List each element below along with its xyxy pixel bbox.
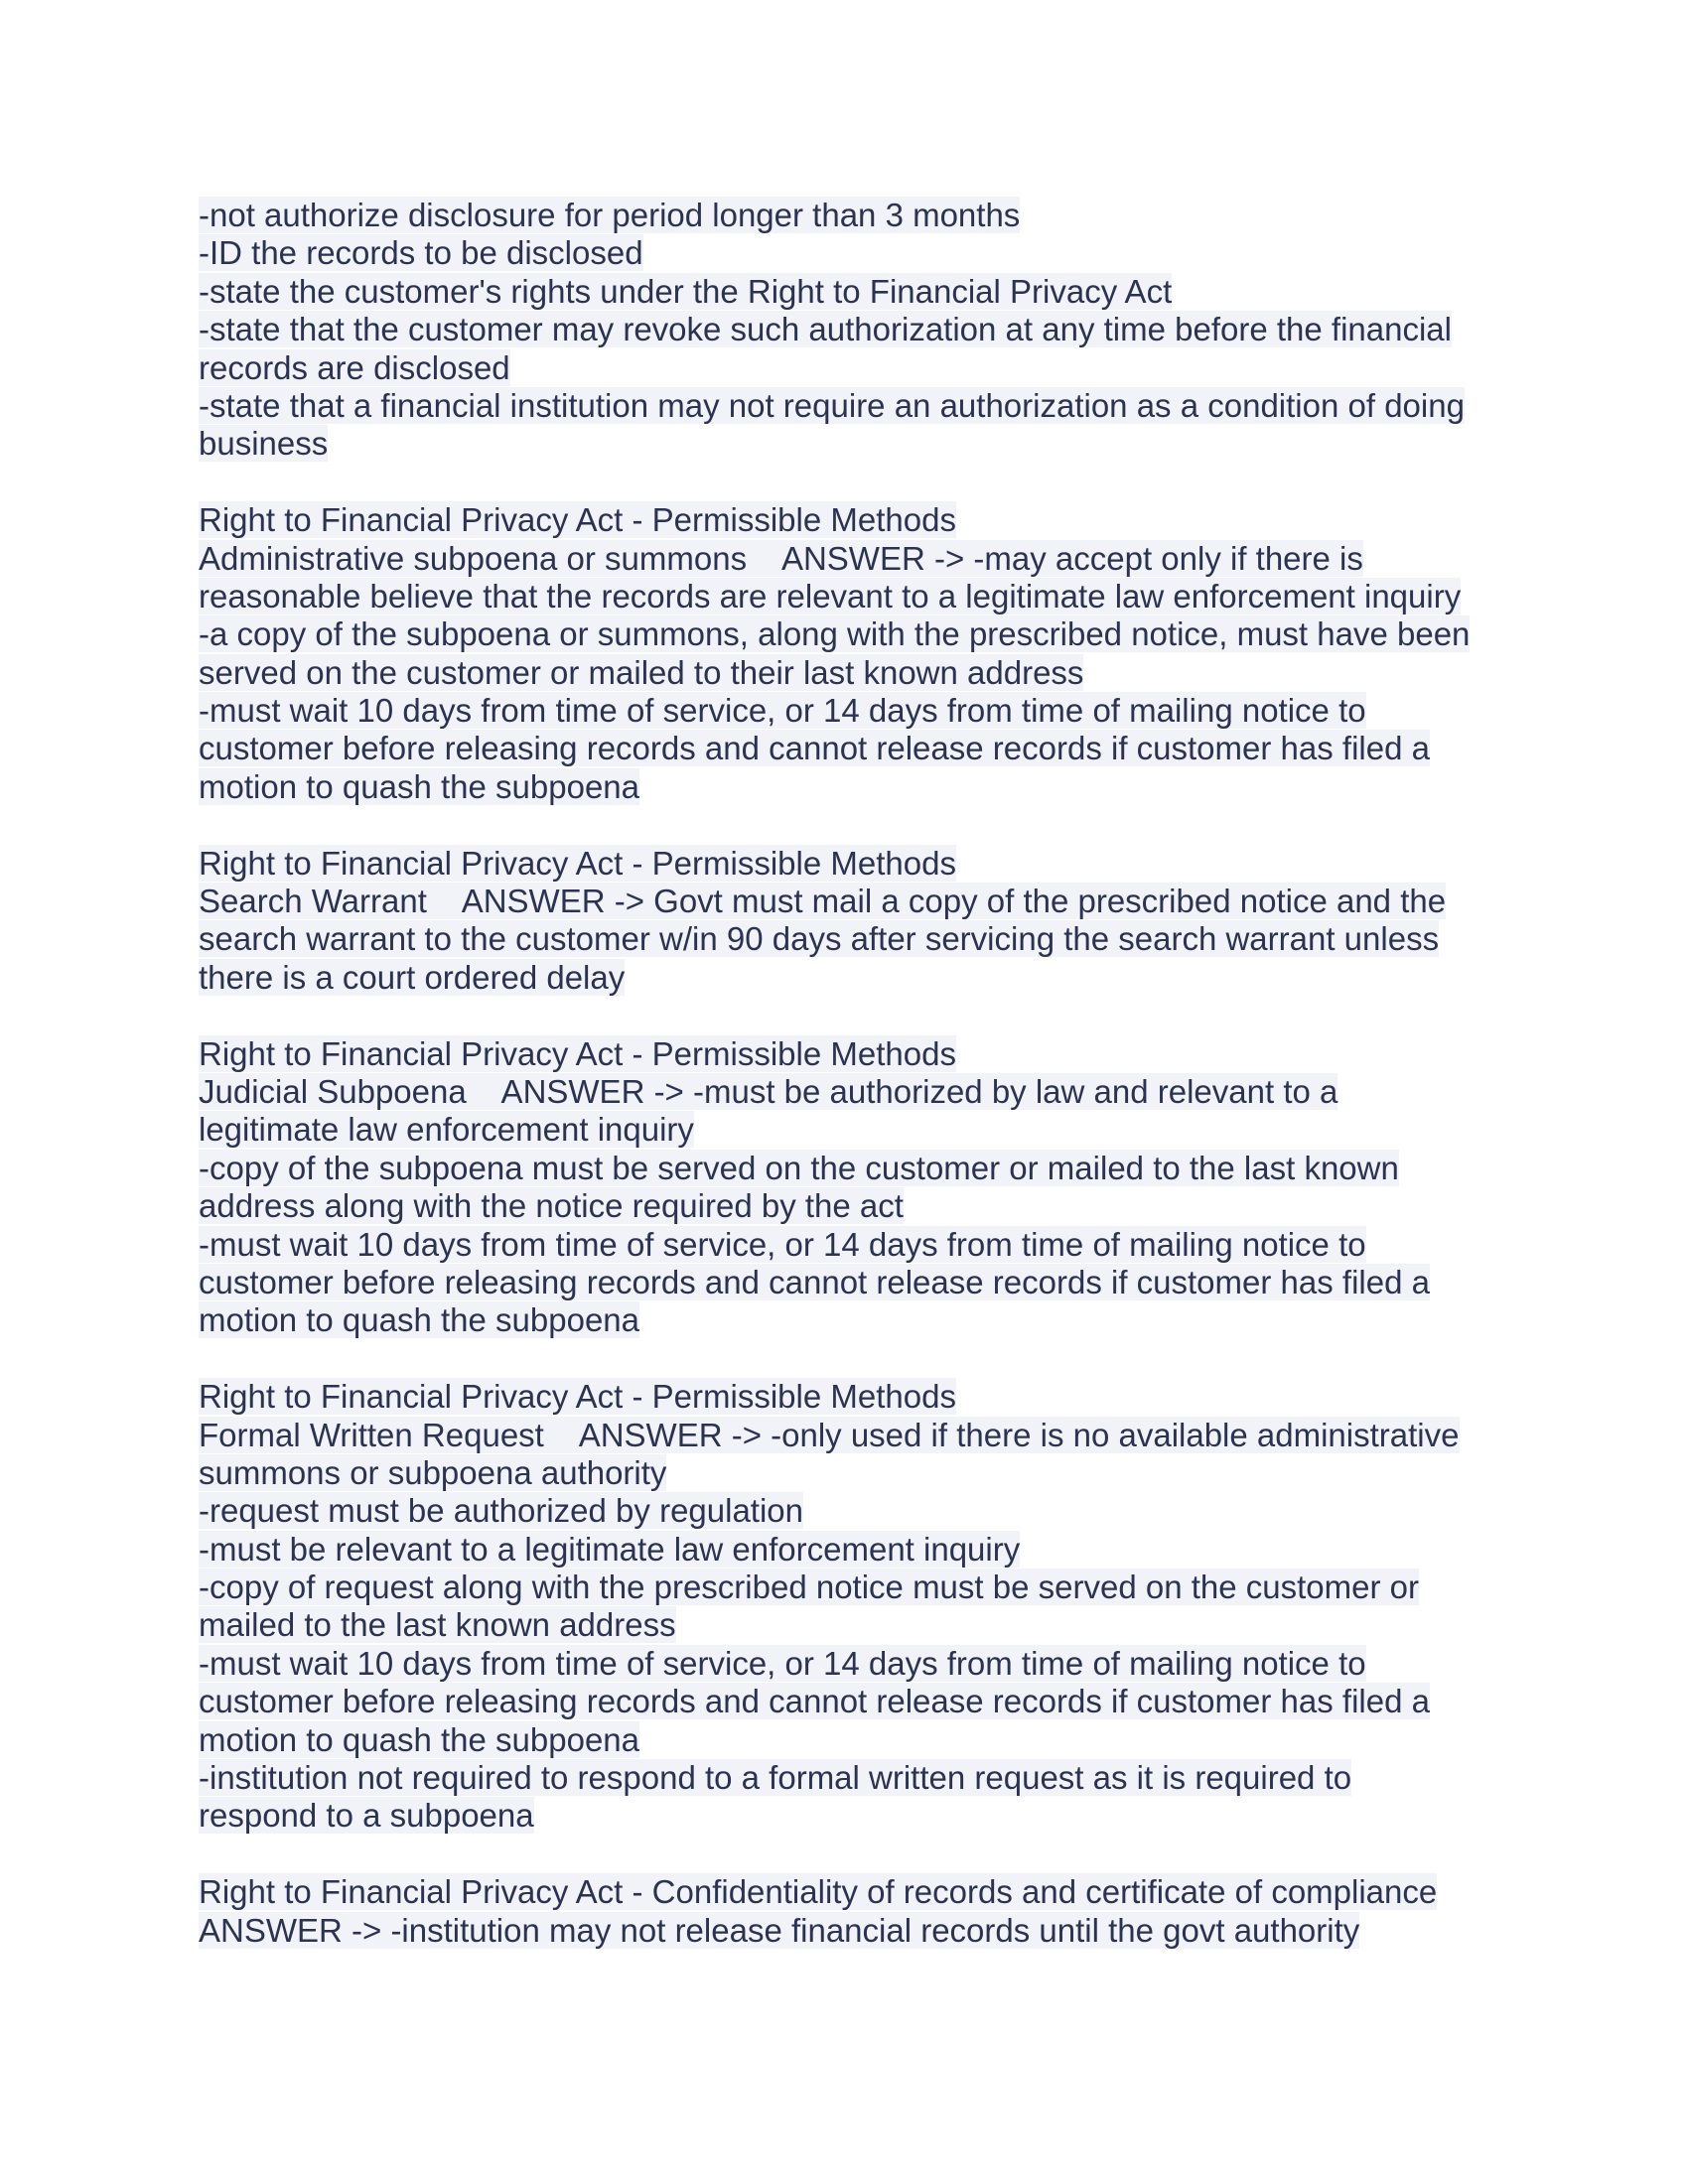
text-line: search warrant to the customer w/in 90 days after servicing the search warrant unless bbox=[199, 920, 1440, 958]
text-line: customer before releasing records and cannot release records if customer has filed a bbox=[199, 730, 1430, 767]
text-line: Formal Written Request ANSWER -> -only used if there is no available administrative bbox=[199, 1416, 1460, 1453]
text-line: reasonable believe that the records are relevant to a legitimate law enforcement inquiry bbox=[199, 577, 1462, 614]
paragraph-gap bbox=[199, 997, 1509, 1034]
text-line: summons or subpoena authority bbox=[199, 1453, 667, 1491]
text-line: respond to a subpoena bbox=[199, 1797, 534, 1835]
text-line: Search Warrant ANSWER -> Govt must mail a copy of the prescribed notice and the bbox=[199, 883, 1447, 920]
text-line: -copy of the subpoena must be served on the customer or mailed to the last known bbox=[199, 1149, 1399, 1186]
text-line: -must be relevant to a legitimate law enforcement inquiry bbox=[199, 1530, 1021, 1568]
text-line: motion to quash the subpoena bbox=[199, 1720, 640, 1758]
paragraph-gap bbox=[199, 1340, 1509, 1378]
section-heading: Right to Financial Privacy Act - Permissible Methods bbox=[199, 1378, 956, 1416]
text-line: -ID the records to be disclosed bbox=[199, 234, 643, 272]
text-line: customer before releasing records and cannot release records if customer has filed a bbox=[199, 1263, 1430, 1300]
text-line: records are disclosed bbox=[199, 348, 510, 386]
text-line: mailed to the last known address bbox=[199, 1606, 676, 1644]
section-heading: Right to Financial Privacy Act - Permissible Methods bbox=[199, 844, 956, 882]
section-heading: Right to Financial Privacy Act - Confidentiality of records and certificate of compliance bbox=[199, 1873, 1438, 1911]
text-line: -must wait 10 days from time of service, or 14 days from time of mailing notice to bbox=[199, 1225, 1366, 1263]
text-line: ANSWER -> -institution may not release financial records until the govt authority bbox=[199, 1911, 1360, 1949]
text-line: -state that a financial institution may not require an authorization as a condition of doing bbox=[199, 386, 1465, 424]
text-line: Judicial Subpoena ANSWER -> -must be authorized by law and relevant to a bbox=[199, 1072, 1338, 1110]
text-line: business bbox=[199, 425, 329, 463]
text-line: -request must be authorized by regulation bbox=[199, 1492, 804, 1530]
text-line: -institution not required to respond to a formal written request as it is required to bbox=[199, 1759, 1352, 1797]
text-line: -not authorize disclosure for period longer than 3 months bbox=[199, 197, 1021, 233]
text-line: -a copy of the subpoena or summons, along with the prescribed notice, must have been bbox=[199, 615, 1471, 653]
paragraph-gap bbox=[199, 806, 1509, 844]
text-line: -must wait 10 days from time of service, or 14 days from time of mailing notice to bbox=[199, 1644, 1366, 1682]
text-line: motion to quash the subpoena bbox=[199, 767, 640, 805]
text-line: Administrative subpoena or summons ANSWER -> -may accept only if there is bbox=[199, 539, 1363, 577]
text-line: customer before releasing records and cannot release records if customer has filed a bbox=[199, 1683, 1430, 1720]
paragraph-gap bbox=[199, 1836, 1509, 1873]
text-line: -state that the customer may revoke such authorization at any time before the financial bbox=[199, 311, 1452, 348]
text-line: address along with the notice required by the act bbox=[199, 1187, 904, 1225]
section-heading: Right to Financial Privacy Act - Permissible Methods bbox=[199, 1034, 956, 1072]
section-heading: Right to Financial Privacy Act - Permissible Methods bbox=[199, 501, 956, 539]
text-line: -copy of request along with the prescribed notice must be served on the customer or bbox=[199, 1569, 1419, 1606]
text-line: motion to quash the subpoena bbox=[199, 1301, 640, 1339]
text-line: -state the customer's rights under the Right to Financial Privacy Act bbox=[199, 272, 1173, 310]
text-line: legitimate law enforcement inquiry bbox=[199, 1111, 694, 1149]
document-page bbox=[199, 197, 1509, 1950]
paragraph-gap bbox=[199, 464, 1509, 501]
text-line: -must wait 10 days from time of service, or 14 days from time of mailing notice to bbox=[199, 692, 1366, 730]
text-line: there is a court ordered delay bbox=[199, 958, 626, 996]
text-line: served on the customer or mailed to their last known address bbox=[199, 653, 1084, 691]
